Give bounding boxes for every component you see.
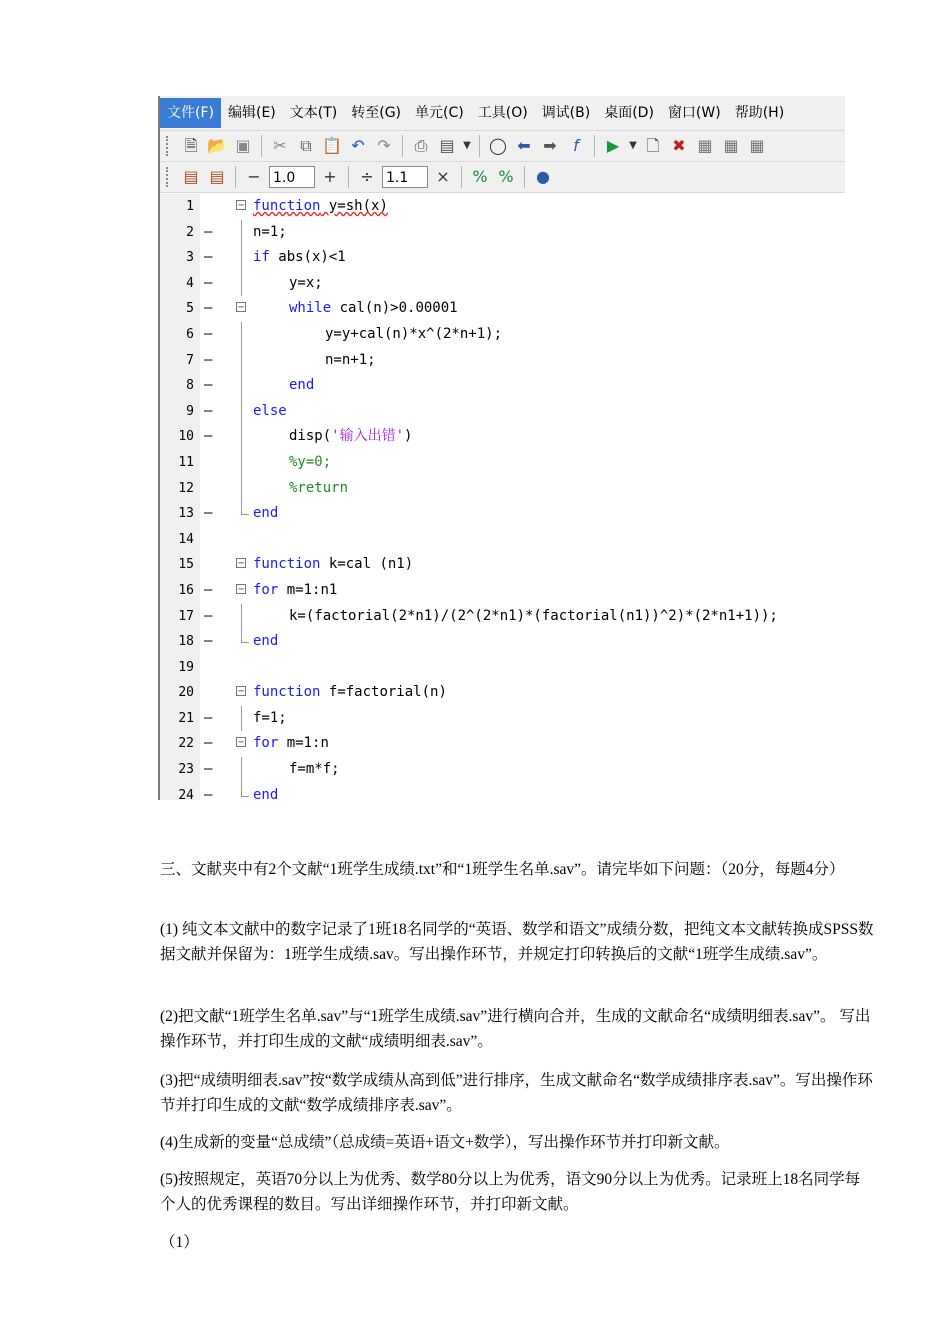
code-line[interactable] [160,296,845,322]
code-line[interactable] [160,731,845,757]
answer-item-1: （1） [160,1234,199,1251]
code-line[interactable] [160,373,845,399]
code-text [289,424,412,450]
code-line[interactable] [160,348,845,374]
line-number: 18 [178,634,194,650]
code-token: '输入出错' [331,428,405,445]
fold-toggle-icon[interactable]: − [237,558,245,570]
code-token: while [289,300,332,317]
line-number: 23 [178,762,194,778]
code-line[interactable] [160,450,845,476]
copy-icon[interactable]: ⧉ [300,136,312,155]
menu-desktop[interactable]: 桌面(D) [604,105,654,121]
breakpoint-marker[interactable]: – [204,735,213,752]
code-token: k=cal (n1) [320,556,414,573]
code-text [289,296,458,322]
code-token: if [253,249,270,266]
line-number: 13 [178,506,194,522]
code-text [325,348,376,374]
breakpoint-marker[interactable]: – [204,505,213,522]
code-text [253,552,413,578]
code-token: else [253,402,287,419]
code-token: y=y+cal(n)*x^(2*n+1); [325,325,503,342]
line-number: 15 [178,557,194,573]
paste-icon[interactable]: 📋 [322,136,342,155]
breakpoint-marker[interactable]: – [204,377,213,394]
line-number: 9 [186,403,194,419]
line-number: 7 [186,352,194,368]
code-text [253,731,329,757]
save-icon[interactable]: ▣ [235,136,251,155]
code-text [289,373,314,399]
fold-guide [241,604,242,630]
code-line[interactable] [160,604,845,630]
code-line[interactable] [160,655,845,681]
toolbar-separator [402,135,403,157]
menu-bar [160,96,845,131]
question-three-heading: 三、文献夹中有2个文献“1班学生成绩.txt”和“1班学生名单.sav”。请完毕如下问题：（20分，每题4分） [160,861,845,878]
code-line[interactable] [160,527,845,553]
fold-toggle-icon[interactable]: − [237,737,245,749]
step-icon[interactable]: ▦ [697,136,713,155]
divide-button[interactable]: ÷ [360,167,374,186]
code-line[interactable] [160,476,845,502]
code-token: k=(factorial(2*n1)/(2^(2*n1)*(factorial(n1))^2)*(2*n1+1)); [289,607,778,624]
code-token: for [253,581,279,598]
toolbar-separator [524,166,525,188]
question-item-4: (4)生成新的变量“总成绩”（总成绩=英语+语文+数学），写出操作环节并打印新文献。 [160,1134,730,1151]
code-text [253,629,278,655]
main-toolbar [160,131,845,162]
line-number: 1 [186,199,194,214]
code-token: m=1:n1 [278,581,338,598]
divide-value-input[interactable]: 1.1 [382,166,428,188]
toolbar-separator [479,135,480,157]
code-token: for [253,735,279,752]
find-icon[interactable]: ◯ [489,136,507,155]
breakpoint-marker[interactable]: – [204,709,213,726]
code-token: f=m*f; [289,761,340,778]
code-line[interactable] [160,501,845,527]
line-number: 11 [178,454,194,470]
cell-toolbar [160,162,845,193]
code-line[interactable] [160,322,845,348]
toolbar-separator [235,166,236,188]
code-token: end [253,505,279,522]
toolbar-grip[interactable] [166,136,172,156]
code-line[interactable] [160,194,845,220]
breakpoint-marker[interactable]: – [204,325,213,342]
code-line[interactable] [160,757,845,783]
new-file-icon[interactable]: 🗎 [184,136,198,155]
fold-guide [241,245,242,271]
help-icon[interactable]: ● [536,167,550,186]
fold-toggle-icon[interactable]: − [237,200,245,211]
chevron-down-icon[interactable]: ▼ [629,140,637,151]
breakpoint-marker[interactable]: – [204,300,213,317]
code-line[interactable] [160,629,845,655]
code-line[interactable] [160,706,845,732]
toolbar-separator [461,166,462,188]
fold-toggle-icon[interactable]: − [237,583,245,595]
breakpoint-marker[interactable]: – [204,223,213,240]
line-number: 2 [186,224,194,240]
breakpoint-marker[interactable]: – [204,607,213,624]
cut-icon[interactable]: ✂ [273,136,287,155]
code-token: function [253,684,321,701]
find-files-icon[interactable]: ▤ [439,136,455,155]
menu-window[interactable]: 窗口(W) [667,105,721,121]
code-token: end [253,633,279,650]
breakpoint-marker[interactable]: – [204,761,213,778]
line-number: 6 [186,326,194,342]
fold-end-guide [241,501,249,515]
fold-guide [241,271,242,297]
menu-help[interactable]: 帮助(H) [734,105,785,121]
percent-remove-icon[interactable]: % [498,167,514,186]
fold-guide [241,706,242,732]
toolbar-separator [348,166,349,188]
fold-guide [241,399,242,425]
code-line[interactable] [160,783,845,800]
question-item-3: (3)把“成绩明细表.sav”按“数学成绩从高到低”进行排序，生成文献命名“数学成绩排序表.sav”。写出操作环节并打印生成的文献“数学成绩排序表.sav”。 [160,1072,873,1114]
code-text [253,706,287,732]
code-text [253,501,278,527]
breakpoint-marker[interactable]: – [204,633,213,650]
print-icon[interactable]: ⎙ [414,136,428,155]
menu-debug[interactable]: 调试(B) [541,105,591,121]
fold-guide [241,322,242,348]
code-text [253,220,287,246]
code-token: end [289,377,315,394]
code-line[interactable] [160,399,845,425]
percent-add-icon[interactable]: % [472,167,488,186]
breakpoint-marker[interactable]: – [204,351,213,368]
code-text [253,399,287,425]
redo-icon[interactable]: ↷ [377,136,391,155]
code-token: end [253,786,279,800]
code-token: y=sh(x) [320,198,388,214]
line-number: 5 [186,301,194,317]
line-number: 12 [178,480,194,496]
code-line[interactable] [160,245,845,271]
open-folder-icon[interactable]: 📂 [207,136,227,155]
menu-edit[interactable]: 编辑(E) [227,105,276,121]
step-out-icon[interactable]: ▦ [749,136,765,155]
forward-icon[interactable]: ➡ [543,136,557,155]
code-area[interactable] [160,194,845,800]
code-token: f=1; [253,709,287,726]
breakpoint-set-icon[interactable]: 🗋 [646,136,660,155]
code-token: function [253,556,321,573]
multiply-button[interactable]: × [436,167,450,186]
run-icon[interactable]: ▶ [606,136,620,155]
code-token: n=n+1; [325,351,376,368]
line-number: 14 [178,531,194,547]
code-token: disp( [289,428,332,445]
line-number: 16 [178,582,194,598]
fold-end-guide [241,783,249,797]
code-token: function [253,198,321,214]
line-number: 10 [178,429,194,445]
code-token: cal(n)>0.00001 [331,300,458,317]
code-text [253,783,278,800]
line-number: 3 [186,250,194,266]
breakpoint-marker[interactable]: – [204,274,213,291]
code-token: y=x; [289,274,323,291]
code-token: abs(x)<1 [269,249,346,266]
chevron-down-icon[interactable]: ▼ [463,140,471,151]
code-text [289,450,331,476]
fold-guide [241,450,242,476]
fold-guide [241,373,242,399]
decrement-button[interactable]: − [247,167,261,186]
cell-insert-icon[interactable]: ▤ [183,167,199,186]
menu-text[interactable]: 文本(T) [289,105,338,121]
code-token: %return [289,479,349,496]
code-line[interactable] [160,552,845,578]
question-item-5: (5)按照规定，英语70分以上为优秀、数学80分以上为优秀，语文90分以上为优秀。记录班上18名同学每个人的优秀课程的数目。写出详细操作环节，并打印新文献。 [160,1171,861,1213]
code-token: %y=0; [289,453,332,470]
increment-button[interactable]: + [323,167,337,186]
line-number: 21 [178,710,194,726]
fold-toggle-icon[interactable]: − [237,686,245,698]
code-line[interactable] [160,680,845,706]
code-text [253,194,388,220]
fold-guide [241,348,242,374]
code-text [289,476,348,502]
line-number: 24 [178,787,194,800]
decrement-value-input[interactable]: 1.0 [269,166,315,188]
code-text [253,245,346,271]
fold-guide [241,757,242,783]
code-text [325,322,502,348]
back-icon[interactable]: ⬅ [517,136,531,155]
code-token: f=factorial(n) [320,684,447,701]
line-number: 22 [178,736,194,752]
code-line[interactable] [160,424,845,450]
cell-eval-icon[interactable]: ▤ [209,167,225,186]
fold-end-guide [241,629,249,643]
line-number: 19 [178,659,194,675]
undo-icon[interactable]: ↶ [351,136,365,155]
fold-guide [241,424,242,450]
step-in-icon[interactable]: ▦ [723,136,739,155]
menu-tools[interactable]: 工具(O) [477,105,528,121]
code-text [289,271,323,297]
fold-guide [241,476,242,502]
line-number: 20 [178,685,194,701]
code-line[interactable] [160,271,845,297]
code-token: m=1:n [278,735,329,752]
line-number: 8 [186,378,194,394]
menu-cell[interactable]: 单元(C) [415,105,464,121]
code-line[interactable] [160,220,845,246]
menu-file[interactable]: 文件(F) [160,98,221,128]
toolbar-grip[interactable] [166,167,172,187]
menu-go[interactable]: 转至(G) [351,105,402,121]
code-token: ) [404,428,413,445]
code-text [289,757,340,783]
toolbar-separator [594,135,595,157]
toolbar-separator [261,135,262,157]
breakpoint-marker[interactable]: – [204,786,213,800]
fold-guide [241,220,242,246]
code-text [253,578,337,604]
fold-toggle-icon[interactable]: − [237,302,245,314]
code-text [253,680,447,706]
line-number: 4 [186,275,194,291]
breakpoint-marker[interactable]: – [204,428,213,445]
function-icon[interactable]: f [573,136,579,155]
matlab-editor-screenshot [158,96,845,800]
code-token: n=1; [253,223,287,240]
breakpoint-marker[interactable]: – [204,402,213,419]
question-item-1: (1) 纯文本文献中的数字记录了1班18名同学的“英语、数学和语文”成绩分数，把纯文本文献转换成SPSS数据文献并保留为：1班学生成绩.sav。写出操作环节，并规定打印转换后的文献“1班学生成绩.sav”。 [160,921,874,963]
question-item-2: (2)把文献“1班学生名单.sav”与“1班学生成绩.sav”进行横向合并，生成的文献命名“成绩明细表.sav”。 写出操作环节，并打印生成的文献“成绩明细表.sav”。 [160,1008,871,1050]
code-line[interactable] [160,578,845,604]
breakpoint-marker[interactable]: – [204,249,213,266]
line-number: 17 [178,608,194,624]
breakpoint-clear-icon[interactable]: ✖ [672,136,686,155]
code-text [289,604,778,630]
breakpoint-marker[interactable]: – [204,581,213,598]
